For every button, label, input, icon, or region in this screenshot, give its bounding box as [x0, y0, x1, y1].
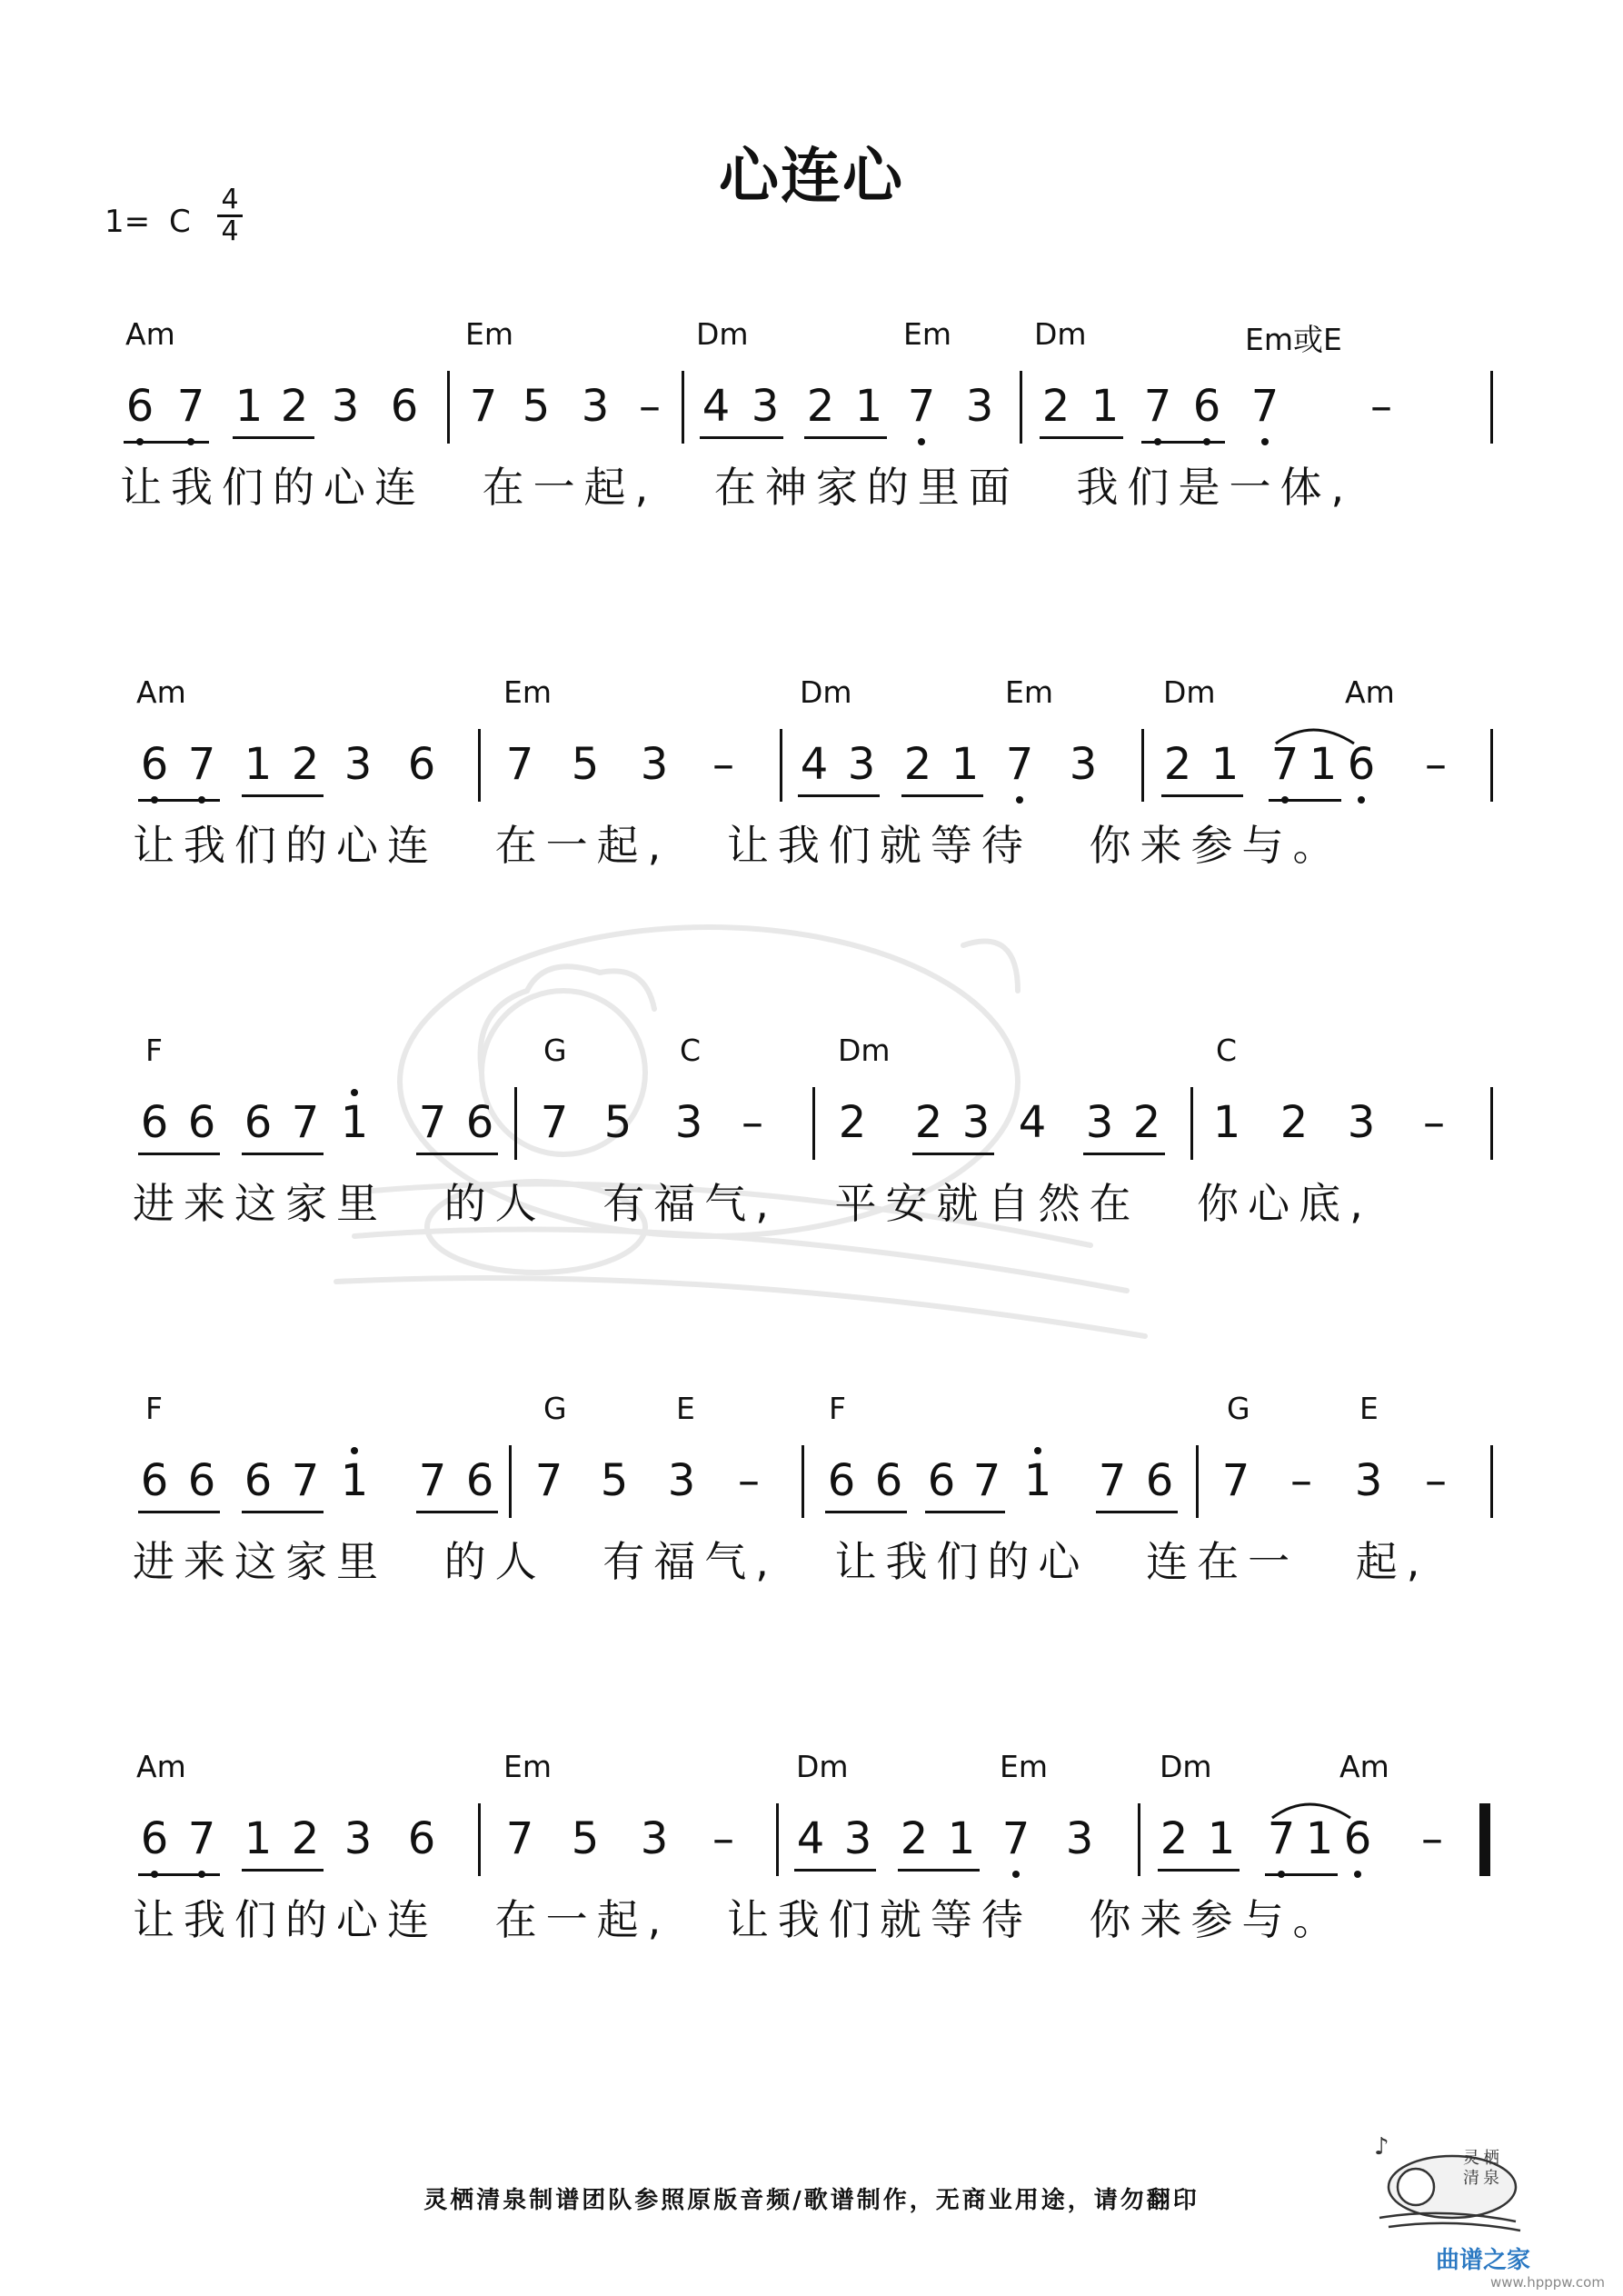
note: 3 — [640, 1813, 669, 1864]
note: 5 — [600, 1455, 629, 1506]
note: 5 — [571, 739, 600, 790]
note: 6 — [187, 1097, 216, 1148]
note: 4 — [1018, 1097, 1047, 1148]
final-barline — [1479, 1803, 1490, 1876]
chord-label: G — [1227, 1391, 1250, 1426]
note: 1 — [1309, 739, 1338, 790]
note: 3 — [961, 1097, 991, 1148]
note: – — [639, 381, 661, 432]
note: 2 — [914, 1097, 943, 1148]
svg-text:♪: ♪ — [1374, 2133, 1389, 2161]
note: – — [1421, 1813, 1443, 1864]
note: 2 — [806, 381, 835, 432]
note: 1 — [947, 1813, 976, 1864]
score-system-5 — [0, 1749, 1623, 1985]
note: 3 — [1069, 739, 1098, 790]
note: 6 — [1343, 738, 1379, 791]
note: – — [742, 1097, 763, 1148]
footer-note: 灵栖清泉制谱团队参照原版音频/歌谱制作，无商业用途，请勿翻印 — [423, 2187, 1200, 2214]
key-prefix: 1= — [105, 204, 151, 240]
note: – — [1290, 1455, 1312, 1506]
lyric-line: 让我们的心连 在一起, 在神家的里面 我们是一体, — [120, 463, 1354, 512]
note: 3 — [581, 381, 610, 432]
lyric-line: 进来这家里 的人 有福气, 让我们的心 连在一 起, — [133, 1537, 1429, 1586]
chord-label: Am — [136, 1749, 186, 1784]
note: 3 — [344, 1813, 373, 1864]
note: 1 — [1020, 1454, 1056, 1507]
note: – — [1370, 381, 1392, 432]
note: 5 — [571, 1813, 600, 1864]
chord-label: Dm — [838, 1033, 891, 1068]
note: 6 — [827, 1455, 856, 1506]
score-system-2 — [0, 674, 1623, 911]
note: 3 — [965, 381, 994, 432]
note: 1 — [854, 381, 883, 432]
key-signature — [105, 204, 200, 240]
note: – — [712, 739, 734, 790]
note: 7 — [505, 739, 534, 790]
lyric-line: 进来这家里 的人 有福气, 平安就自然在 你心底, — [133, 1179, 1372, 1228]
note: 6 — [122, 380, 158, 433]
note: 7 — [184, 738, 220, 791]
note: 1 — [244, 739, 273, 790]
chord-label: F — [145, 1391, 163, 1426]
note: 3 — [751, 381, 780, 432]
score-system-4 — [0, 1391, 1623, 1627]
note: 3 — [640, 739, 669, 790]
note: 7 — [1001, 738, 1038, 791]
chord-label: G — [543, 1391, 567, 1426]
note: 3 — [843, 1813, 872, 1864]
note: 1 — [1210, 739, 1240, 790]
note: 3 — [1085, 1097, 1114, 1148]
chord-label: E — [1359, 1391, 1379, 1426]
note: 6 — [407, 1813, 436, 1864]
note: 7 — [291, 1455, 320, 1506]
note: 2 — [903, 739, 932, 790]
note: – — [1425, 739, 1447, 790]
note: 7 — [998, 1812, 1034, 1865]
note: 2 — [280, 381, 309, 432]
note: 1 — [234, 381, 264, 432]
note: 7 — [1263, 1812, 1299, 1865]
chord-label: E — [676, 1391, 695, 1426]
note: 6 — [136, 1812, 173, 1865]
note: 4 — [702, 381, 731, 432]
note: 1 — [1207, 1813, 1236, 1864]
note: 7 — [540, 1097, 569, 1148]
note: 1 — [951, 739, 980, 790]
chord-label: Em — [1005, 674, 1053, 710]
lyric-line: 让我们的心连 在一起, 让我们就等待 你来参与。 — [133, 821, 1344, 870]
note: 7 — [1247, 380, 1283, 433]
note: 6 — [140, 1097, 169, 1148]
note: 1 — [336, 1096, 373, 1149]
note: 1 — [1090, 381, 1120, 432]
note: – — [738, 1455, 760, 1506]
time-signature-bottom: 4 — [221, 215, 239, 247]
svg-text:灵栖清泉: 灵 栖清 泉 — [1463, 2149, 1499, 2188]
note: 7 — [418, 1097, 447, 1148]
note: 3 — [674, 1097, 703, 1148]
note: 7 — [184, 1812, 220, 1865]
time-signature-top: 4 — [221, 184, 239, 215]
chord-label: F — [829, 1391, 846, 1426]
note: 6 — [1145, 1455, 1174, 1506]
note: 7 — [1140, 380, 1176, 433]
note: 2 — [291, 739, 320, 790]
chord-label: Em — [503, 1749, 552, 1784]
chord-label: Em — [903, 316, 951, 352]
note: 2 — [838, 1097, 867, 1148]
chord-label: Am — [136, 674, 186, 710]
note: 5 — [522, 381, 551, 432]
note: 7 — [291, 1097, 320, 1148]
note: 6 — [465, 1455, 494, 1506]
note: 3 — [1347, 1097, 1376, 1148]
note: 7 — [173, 380, 209, 433]
chord-label: Am — [1345, 674, 1395, 710]
chord-label: Em — [503, 674, 552, 710]
note: 5 — [603, 1097, 632, 1148]
score-system-1 — [0, 316, 1623, 553]
chord-label: Am — [1339, 1749, 1389, 1784]
note: 6 — [927, 1455, 956, 1506]
note: 2 — [1163, 739, 1192, 790]
note: 7 — [903, 380, 940, 433]
note: 6 — [244, 1097, 273, 1148]
note: 7 — [418, 1455, 447, 1506]
note: 7 — [469, 381, 498, 432]
note: 1 — [1305, 1813, 1334, 1864]
song-title: 心连心 — [719, 141, 904, 211]
time-signature — [214, 185, 245, 246]
chord-label: Dm — [696, 316, 749, 352]
note: – — [1423, 1097, 1445, 1148]
note: 3 — [1354, 1455, 1383, 1506]
note: 2 — [900, 1813, 929, 1864]
chord-label: Em — [1000, 1749, 1048, 1784]
score-system-3 — [0, 1033, 1623, 1269]
note: 7 — [1267, 738, 1303, 791]
note: 6 — [187, 1455, 216, 1506]
note: 7 — [1098, 1455, 1127, 1506]
note: 1 — [1212, 1097, 1241, 1148]
note: 7 — [505, 1813, 534, 1864]
key-tonic: C — [168, 204, 191, 240]
note: 6 — [407, 739, 436, 790]
note: 2 — [1132, 1097, 1161, 1148]
site-badge[interactable]: 曲谱之家 — [1436, 2247, 1531, 2274]
note: 4 — [796, 1813, 825, 1864]
chord-label: C — [1216, 1033, 1238, 1068]
note: 3 — [344, 739, 373, 790]
chord-label: Am — [125, 316, 175, 352]
chord-label: Dm — [1163, 674, 1216, 710]
chord-label: Em或E — [1245, 322, 1342, 357]
note: 7 — [1221, 1455, 1250, 1506]
chord-label: C — [680, 1033, 702, 1068]
site-url[interactable]: www.hpppw.com — [1490, 2274, 1605, 2291]
note: 6 — [1189, 380, 1225, 433]
note: 6 — [1339, 1812, 1376, 1865]
note: 1 — [336, 1454, 373, 1507]
note: 2 — [1041, 381, 1070, 432]
chord-label: Dm — [1160, 1749, 1212, 1784]
note: 2 — [1160, 1813, 1189, 1864]
note: 3 — [847, 739, 876, 790]
note: 1 — [244, 1813, 273, 1864]
note: 6 — [140, 1455, 169, 1506]
note: 6 — [244, 1455, 273, 1506]
note: 3 — [331, 381, 360, 432]
note: 3 — [1065, 1813, 1094, 1864]
note: 6 — [390, 381, 419, 432]
note: 7 — [534, 1455, 563, 1506]
chord-label: Dm — [1034, 316, 1087, 352]
note: 7 — [972, 1455, 1001, 1506]
note: 3 — [667, 1455, 696, 1506]
chord-label: G — [543, 1033, 567, 1068]
note: 6 — [465, 1097, 494, 1148]
note: – — [1425, 1455, 1447, 1506]
note: 6 — [874, 1455, 903, 1506]
chord-label: Dm — [800, 674, 852, 710]
chord-label: Dm — [796, 1749, 849, 1784]
chord-label: F — [145, 1033, 163, 1068]
lyric-line: 让我们的心连 在一起, 让我们就等待 你来参与。 — [133, 1895, 1344, 1944]
note: 2 — [291, 1813, 320, 1864]
note: 4 — [800, 739, 829, 790]
note: 2 — [1279, 1097, 1309, 1148]
logo-text — [1463, 2145, 1518, 2209]
note: 6 — [136, 738, 173, 791]
chord-label: Em — [465, 316, 513, 352]
note: – — [712, 1813, 734, 1864]
